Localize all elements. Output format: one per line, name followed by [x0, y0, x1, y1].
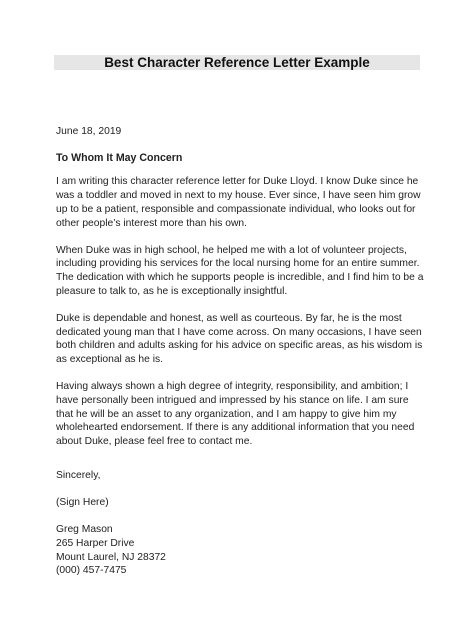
paragraph-line: I am writing this character reference letter for Duke Lloyd. I know Duke since he [56, 176, 419, 188]
salutation: To Whom It May Concern [56, 151, 183, 164]
paragraph-line: wholehearted endorsement. If there is any additional information that you need [56, 422, 415, 434]
closing: Sincerely, [56, 469, 101, 481]
paragraph-line: have personally been intrigued and impressed by his stance on life. I am sure [56, 395, 409, 407]
paragraph-3 [56, 312, 426, 367]
paragraph-4 [56, 380, 426, 449]
paragraph-line: When Duke was in high school, he helped me with a lot of volunteer projects, [56, 244, 407, 256]
signer-street: 265 Harper Drive [56, 537, 135, 549]
paragraph-1 [56, 175, 426, 230]
signer-block [56, 523, 426, 578]
document-title: Best Character Reference Letter Example [54, 55, 420, 70]
paragraph-line: up to be a patient, responsible and compassionate individual, who looks out for [56, 203, 416, 215]
paragraph-line: including providing his services for the local nursing home for an entire summer. [56, 258, 420, 270]
paragraph-line: Having always shown a high degree of integrity, responsibility, and ambition; I [56, 381, 409, 393]
signer-name: Greg Mason [56, 524, 113, 536]
letter-body [56, 125, 426, 578]
letter-date: June 18, 2019 [56, 126, 122, 137]
paragraph-line: as exceptional as he is. [56, 354, 164, 366]
signature-placeholder: (Sign Here) [56, 497, 109, 509]
paragraph-line: was a toddler and moved in next to my house. Ever since, I have seen him grow [56, 190, 421, 202]
paragraph-line: about Duke, please feel free to contact me. [56, 436, 253, 448]
paragraph-line: Duke is dependable and honest, as well as courteous. By far, he is the most [56, 313, 402, 325]
letter-paragraphs [56, 175, 426, 448]
paragraph-line: that he will be an asset to any organization, and I am happy to give him my [56, 408, 397, 420]
paragraph-line: other people’s interest more than his own. [56, 217, 247, 229]
paragraph-line: dedicated young man that I have come across. On many occasions, I have seen [56, 326, 422, 338]
signer-city-state-zip: Mount Laurel, NJ 28372 [56, 551, 166, 563]
paragraph-line: both children and adults asking for his advice on specific areas, as his wisdom is [56, 340, 423, 352]
paragraph-2 [56, 244, 426, 299]
paragraph-line: pleasure to talk to, as he is exceptionally insightful. [56, 285, 288, 297]
signer-phone: (000) 457-7475 [56, 565, 127, 577]
paragraph-line: The dedication with which he supports people is incredible, and I find him to be a [56, 272, 424, 284]
